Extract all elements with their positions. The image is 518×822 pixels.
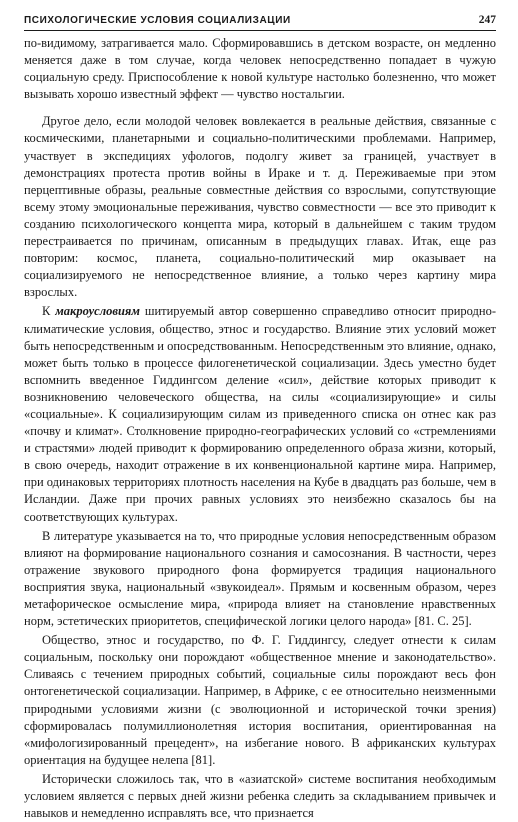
paragraph-text: Исторически сложилось так, что в «азиатской» системе воспитания необходимым условием является с первых дней жизни ребенка следить за складыванием привычек и навыков и немедленно исправлять все, что признается	[24, 771, 496, 821]
book-page	[24, 14, 496, 821]
paragraph-text: Общество, этнос и государство, по Ф. Г. Гиддингсу, следует отнести к силам социальным, поскольку они порождают «общественное мнение и законодательство». Сливаясь с течением природных событий, социальные силы порождают весь фон онтогенетической социализации. Например, в Африке, с ее относительно неизменными природными условиями жизни (с эволюционной и исторической точки зрения) сформировалась полумиллионолетняя история воспитания, ориентированная на «мифологизированный прецедент», на избегание нового. В африканских культурах ориентация на будущее нелепа [81].	[24, 633, 496, 767]
paragraph-macroconditions	[24, 303, 496, 525]
page-number: 247	[478, 14, 496, 26]
paragraph-lead: К	[42, 304, 56, 319]
paragraph-text: шитируемый автор совершенно справедливо относит природно-климатические условия, общество, этнос и государство. Влияние этих условий может быть непосредственным и опосредствованным. Непосредственным это влияние, однако, может быть только в процессе филогенетической социализации. Здесь уместно будет вспомнить введенное Гиддингсом деление «сил», действие которых приводит к возникновению человеческого общества, на силы «социализирующие» и силы «социальные». К социализирующим силам из приведенного списка он отнес как раз «почву и климат». Столкновение природно-географических условий со «стремлениями и страстями» людей приводит к формированию определенного образа жизни, который, в свою очередь, находит отражение в их конвенциональной картине мира. Например, при одинаковых территориях плотность населения на Кубе в двадцать раз больше, чем в Исландии. Даже при прочих равных условиях это неизбежно сказалось бы на соответствующих культурах.	[24, 304, 496, 524]
paragraph-text: по-видимому, затрагивается мало. Сформировавшись в детском возрасте, он медленно меняется даже в том случае, когда человек непосредственно попадает в чужую социальную среду. Приспособление к новой культуре настолько болезненно, что может вызывать хорошо известный эффект — чувство ностальгии.	[24, 36, 496, 102]
paragraph	[24, 528, 496, 631]
paragraph-text: Другое дело, если молодой человек вовлекается в реальные действия, связанные с космическими, планетарными и социально-политическими проблемами. Например, участвует в экспедициях уфологов, подолгу живет за границей, участвует в демонстрациях протеста против войны в Ираке и т. д. Переживаемые при этом перцептивные образы, реальные совместные действия со взрослыми, сопутствующие всему этому эмоциональные переживания, чувство совместности — все это приводит к созданию психологического концепта мира, который в дальнейшем с таким трудом перестраивается по причинам, описанным в предыдущих главах. Итак, еще раз повторим: космос, планета, социально-политический мир оказывает на социализируемого не непосредственное влияние, а только через картину мира взрослых.	[24, 114, 496, 300]
paragraph-continuation	[24, 35, 496, 103]
paragraph-text: В литературе указывается на то, что природные условия непосредственным образом влияют на формирование национального сознания и самосознания. В частности, через отражение звукового природного фона формируется традиция национального восприятия звука, национальный «звукоидеал». Прямым и косвенным образом, через метафорическое осмысление мира, «природа влияет на становление нравственных норм, эстетических приоритетов, специфической логики целого народа» [81. С. 25].	[24, 528, 496, 629]
running-title: ПСИХОЛОГИЧЕСКИЕ УСЛОВИЯ СОЦИАЛИЗАЦИИ	[24, 15, 291, 26]
paragraph	[24, 771, 496, 822]
body-text	[24, 35, 496, 822]
running-header	[24, 14, 496, 31]
paragraph	[24, 632, 496, 769]
paragraph	[24, 113, 496, 301]
emphasized-term: макроусловиям	[55, 304, 140, 319]
